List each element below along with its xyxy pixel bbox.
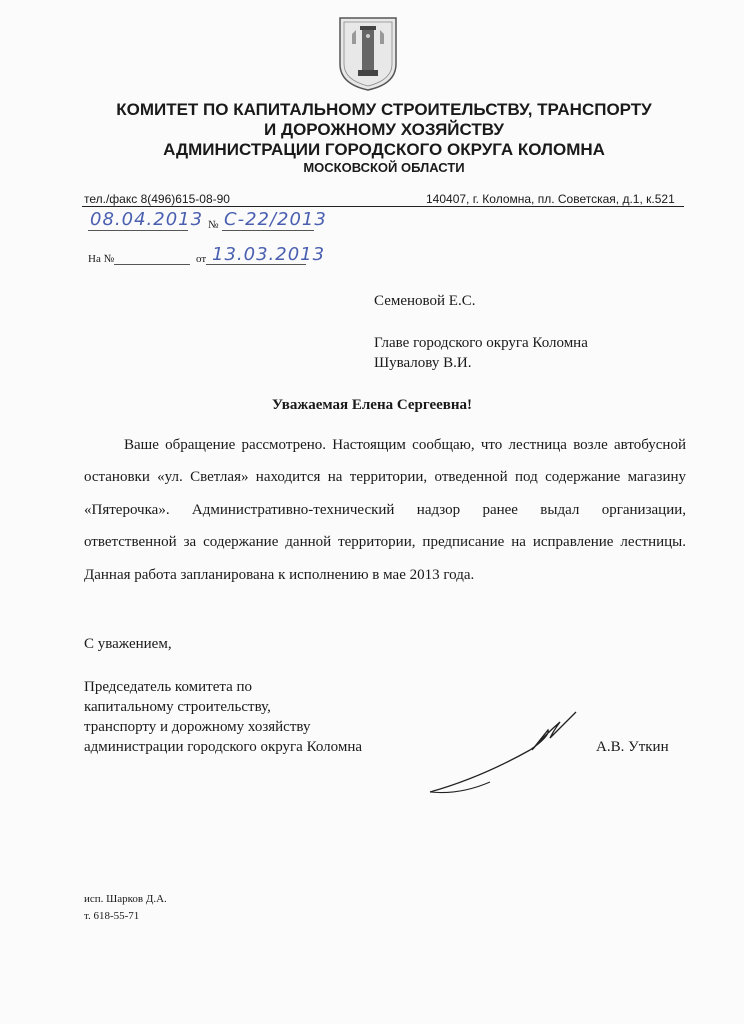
letter-body (84, 429, 686, 591)
signer-position-line-1: Председатель комитета по (84, 679, 253, 695)
phone-fax: тел./факс 8(496)615-08-90 (84, 192, 230, 206)
addressee-2-title: Главе городского округа Коломна (374, 335, 588, 351)
reference-number-blank (114, 264, 190, 265)
outgoing-number-label: № (208, 219, 219, 231)
closing: С уважением, (84, 636, 172, 652)
coat-of-arms-emblem (336, 14, 400, 92)
signer-name: А.В. Уткин (596, 739, 669, 755)
outgoing-number: С-22/2013 (224, 209, 327, 230)
header-line-4: МОСКОВСКОЙ ОБЛАСТИ (303, 160, 465, 175)
header-line-2: И ДОРОЖНОМУ ХОЗЯЙСТВУ (264, 120, 504, 139)
signer-position-line-3: транспорту и дорожному хозяйству (84, 719, 311, 735)
executor-phone: т. 618-55-71 (84, 910, 140, 922)
reference-date: 13.03.2013 (212, 244, 326, 265)
reference-number-label: На № (88, 253, 115, 265)
outgoing-date: 08.04.2013 (90, 209, 204, 230)
signer-position-line-2: капитальному строительству, (84, 699, 271, 715)
addressee-1: Семеновой Е.С. (374, 293, 476, 309)
reference-from-label: от (196, 253, 207, 265)
postal-address: 140407, г. Коломна, пл. Советская, д.1, к.521 (426, 192, 675, 206)
addressee-2-name: Шувалову В.И. (374, 355, 472, 371)
header-line-3: АДМИНИСТРАЦИИ ГОРОДСКОГО ОКРУГА КОЛОМНА (163, 140, 605, 159)
signer-position-line-4: администрации городского округа Коломна (84, 739, 363, 755)
executor-name: исп. Шарков Д.А. (84, 893, 167, 905)
body-paragraph: Ваше обращение рассмотрено. Настоящим сообщаю, что лестница возле автобусной остановки «ул. Светлая» находится на территории, отведенной под содержание магазину «Пятерочка». Административно-технический надзор ранее выдал организации, ответственной за содержание данной территории, предписание на исправление лестницы. Данная работа запланирована к исполнению в мае 2013 года. (84, 437, 686, 583)
handwritten-signature (420, 700, 590, 800)
header-divider (82, 206, 684, 207)
header-line-1: КОМИТЕТ ПО КАПИТАЛЬНОМУ СТРОИТЕЛЬСТВУ, ТРАНСПОРТУ (116, 100, 652, 119)
date-underline (88, 230, 188, 231)
reference-date-underline (206, 264, 306, 265)
salutation: Уважаемая Елена Сергеевна! (271, 397, 473, 413)
number-underline (222, 230, 314, 231)
